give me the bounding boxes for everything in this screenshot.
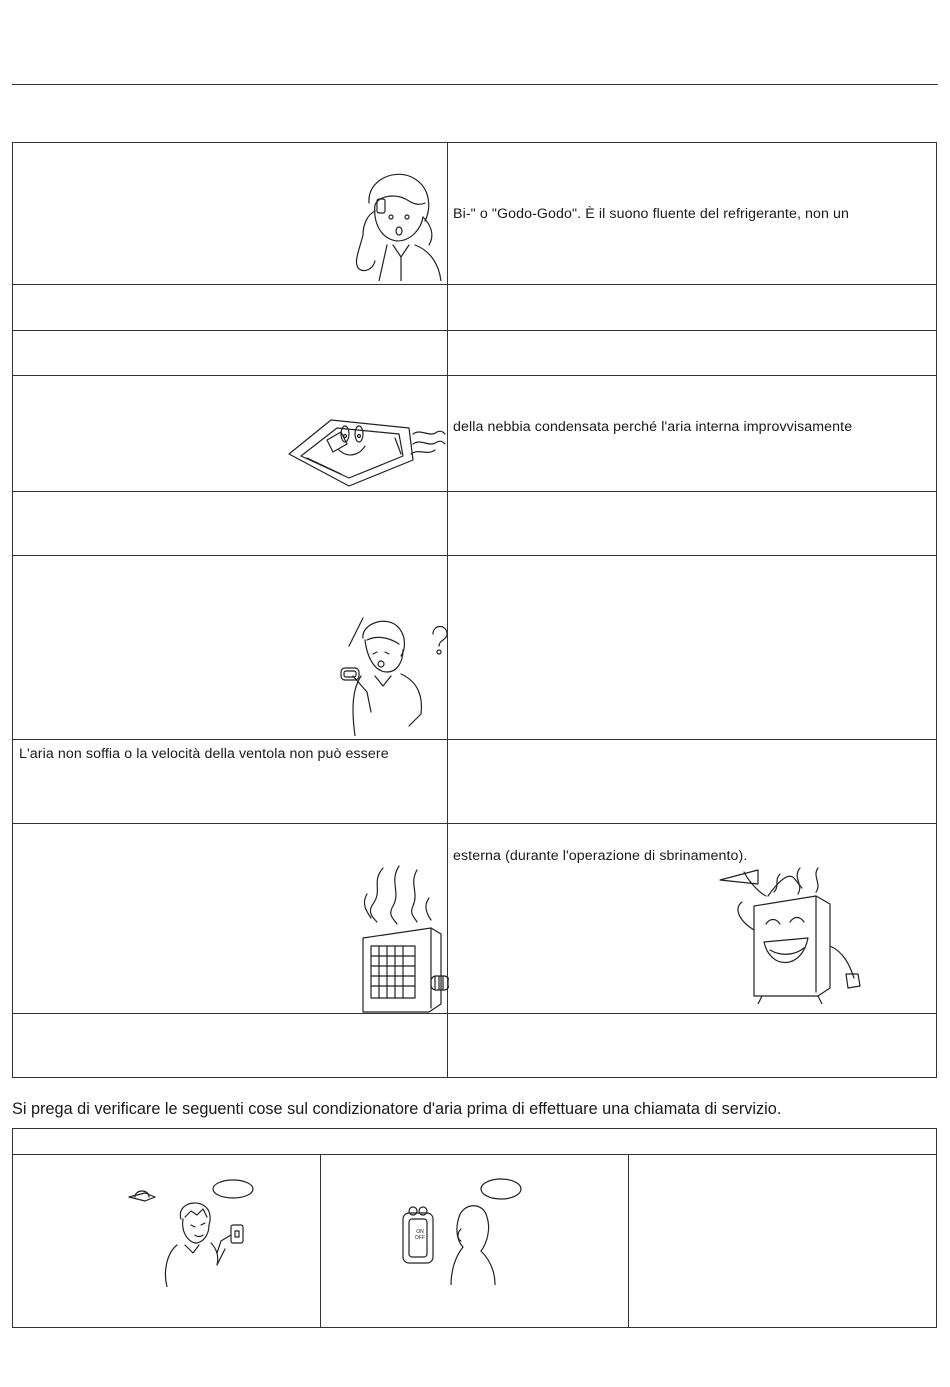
checklist-header-row <box>13 1129 937 1155</box>
top-rule <box>12 84 938 85</box>
symptom-cell <box>13 824 448 1014</box>
checklist-intro: Si prega di verificare le seguenti cose sul condizionatore d'aria prima di effettuare una chiamata di servizio. <box>12 1100 782 1118</box>
explanation-cell <box>448 492 937 556</box>
symptom-cell <box>13 376 448 492</box>
explanation-text: esterna (durante l'operazione di sbrinamento). <box>453 848 748 864</box>
checklist-cell <box>629 1155 937 1328</box>
checklist-table <box>12 1128 937 1328</box>
explanation-text: della nebbia condensata perché l'aria interna improvvisamente <box>453 419 853 435</box>
symptom-cell <box>13 331 448 376</box>
explanation-cell <box>448 556 937 740</box>
explanation-cell <box>448 824 937 1014</box>
remote-label: ON OFF <box>415 1229 425 1241</box>
table-row <box>13 556 937 740</box>
person-checking-remote-icon <box>399 1177 529 1285</box>
table-row <box>13 376 937 492</box>
checklist-cell <box>321 1155 629 1328</box>
explanation-cell <box>448 285 937 331</box>
symptom-cell <box>13 285 448 331</box>
table-row <box>13 331 937 376</box>
checklist-row <box>13 1155 937 1328</box>
explanation-text: Bi-" o "Godo-Godo". È il suono fluente del refrigerante, non un <box>453 206 850 222</box>
troubleshooting-table <box>12 142 937 1078</box>
checklist-cell <box>13 1155 321 1328</box>
person-listening-icon <box>339 165 443 281</box>
symptom-cell <box>13 143 448 285</box>
explanation-cell <box>448 143 937 285</box>
explanation-cell <box>448 331 937 376</box>
explanation-cell <box>448 376 937 492</box>
checklist-header-cell <box>13 1129 937 1155</box>
person-confused-remote-icon <box>327 616 447 736</box>
explanation-cell <box>448 1014 937 1078</box>
table-row <box>13 285 937 331</box>
table-row <box>13 143 937 285</box>
symptom-cell <box>13 740 448 824</box>
table-row <box>13 492 937 556</box>
table-row <box>13 824 937 1014</box>
symptom-cell <box>13 1014 448 1078</box>
symptom-cell <box>13 492 448 556</box>
outdoor-unit-steam-icon <box>353 864 449 1014</box>
table-row <box>13 1014 937 1078</box>
table-row <box>13 740 937 824</box>
explanation-cell <box>448 740 937 824</box>
person-checking-power-icon <box>125 1179 255 1287</box>
cassette-unit-mist-icon <box>287 414 447 490</box>
symptom-cell <box>13 556 448 740</box>
symptom-text: L'aria non soffia o la velocità della ventola non può essere <box>19 746 389 762</box>
outdoor-unit-character-icon <box>718 866 868 1004</box>
